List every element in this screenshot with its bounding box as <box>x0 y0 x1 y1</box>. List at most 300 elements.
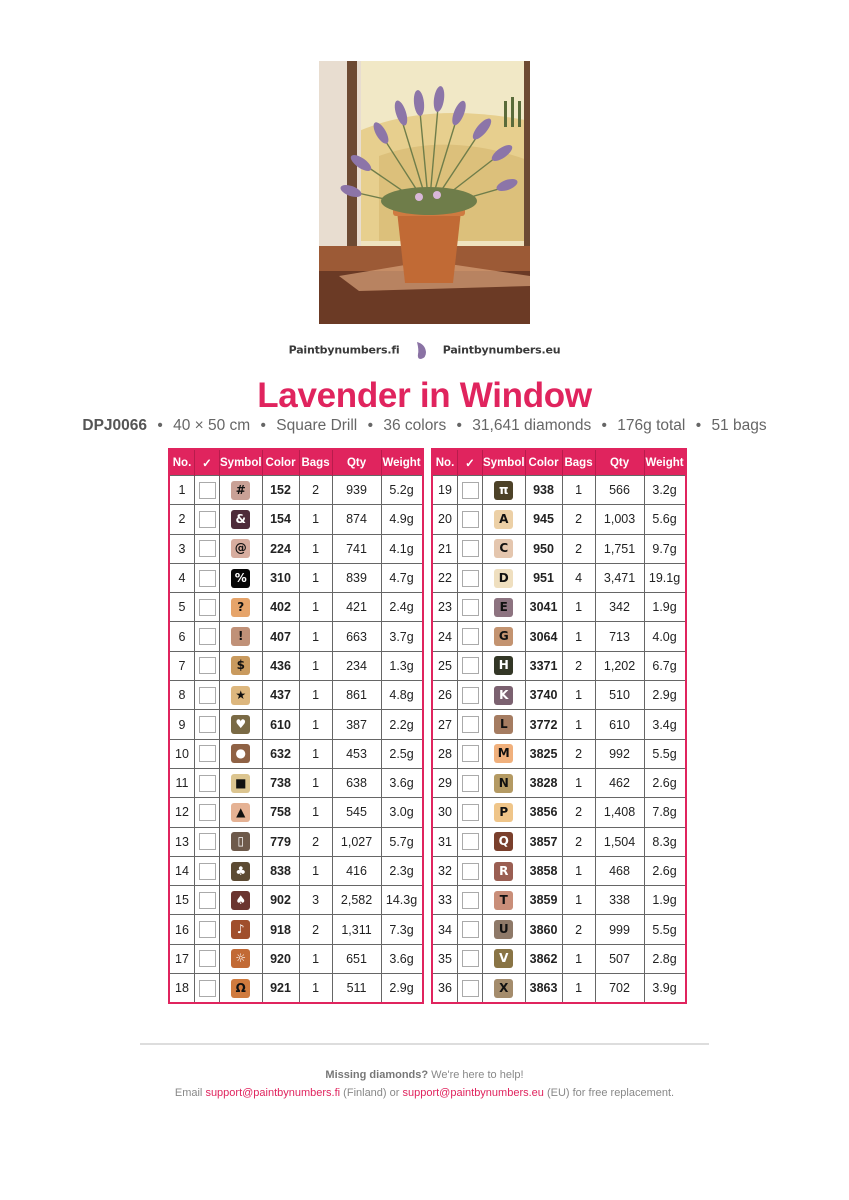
row-number: 8 <box>169 681 195 710</box>
done-checkbox[interactable] <box>462 540 479 557</box>
bag-count: 1 <box>562 622 595 651</box>
row-number: 24 <box>432 622 458 651</box>
dmc-color-code: 3860 <box>525 915 562 944</box>
weight: 3.6g <box>381 768 423 797</box>
symbol-cell <box>483 651 526 680</box>
weight: 2.6g <box>644 768 686 797</box>
bag-count: 2 <box>562 534 595 563</box>
diamond-qty: 462 <box>595 768 644 797</box>
symbol-cell <box>483 622 526 651</box>
weight: 2.6g <box>644 856 686 885</box>
row-checkbox-cell <box>458 710 483 739</box>
symbol-cell <box>483 534 526 563</box>
row-checkbox-cell <box>195 622 220 651</box>
row-checkbox-cell <box>195 476 220 505</box>
row-number: 33 <box>432 886 458 915</box>
done-checkbox[interactable] <box>199 482 216 499</box>
row-number: 26 <box>432 681 458 710</box>
color-swatch-symbol: A <box>494 510 513 529</box>
row-number: 28 <box>432 739 458 768</box>
table-row <box>432 710 686 739</box>
row-checkbox-cell <box>458 476 483 505</box>
color-swatch-symbol: ! <box>231 627 250 646</box>
bag-count: 1 <box>299 856 332 885</box>
row-number: 4 <box>169 563 195 592</box>
color-swatch-symbol: % <box>231 569 250 588</box>
done-checkbox[interactable] <box>199 716 216 733</box>
bag-count: 1 <box>299 974 332 1004</box>
weight: 5.7g <box>381 827 423 856</box>
dmc-color-code: 921 <box>262 974 299 1004</box>
table-row <box>169 710 423 739</box>
symbol-cell <box>220 681 263 710</box>
product-code: DPJ0066 <box>82 417 148 434</box>
table-row <box>169 739 423 768</box>
symbol-cell <box>483 974 526 1004</box>
color-swatch-symbol: ? <box>231 598 250 617</box>
support-heading: Missing diamonds? We're here to help! <box>325 1069 524 1081</box>
done-checkbox[interactable] <box>199 628 216 645</box>
bag-count: 2 <box>562 651 595 680</box>
row-number: 10 <box>169 739 195 768</box>
done-checkbox[interactable] <box>199 892 216 909</box>
bag-count: 2 <box>562 798 595 827</box>
diamond-qty: 638 <box>332 768 381 797</box>
row-number: 11 <box>169 768 195 797</box>
table-row <box>169 593 423 622</box>
done-checkbox[interactable] <box>462 833 479 850</box>
weight: 4.9g <box>381 505 423 534</box>
table-row <box>432 593 686 622</box>
header-no: No. <box>169 449 195 476</box>
symbol-cell <box>483 827 526 856</box>
color-swatch-symbol: E <box>494 598 513 617</box>
done-checkbox[interactable] <box>462 921 479 938</box>
weight: 2.9g <box>644 681 686 710</box>
diamond-qty: 338 <box>595 886 644 915</box>
row-checkbox-cell <box>195 856 220 885</box>
color-swatch-symbol: D <box>494 569 513 588</box>
color-swatch-symbol: @ <box>231 539 250 558</box>
row-checkbox-cell <box>458 886 483 915</box>
diamond-qty: 610 <box>595 710 644 739</box>
diamond-qty: 741 <box>332 534 381 563</box>
dmc-color-code: 3859 <box>525 886 562 915</box>
footer-divider <box>140 1043 709 1045</box>
symbol-cell <box>483 476 526 505</box>
row-checkbox-cell <box>195 944 220 973</box>
row-number: 21 <box>432 534 458 563</box>
symbol-cell <box>220 944 263 973</box>
diamond-qty: 416 <box>332 856 381 885</box>
dmc-color-code: 402 <box>262 593 299 622</box>
row-checkbox-cell <box>195 768 220 797</box>
bag-count: 1 <box>562 944 595 973</box>
diamond-qty: 663 <box>332 622 381 651</box>
dmc-color-code: 3858 <box>525 856 562 885</box>
color-swatch-symbol: C <box>494 539 513 558</box>
brush-logo-icon <box>413 340 429 360</box>
table-row <box>432 974 686 1004</box>
diamond-qty: 999 <box>595 915 644 944</box>
row-number: 13 <box>169 827 195 856</box>
diamond-qty: 1,003 <box>595 505 644 534</box>
brand-eu: Paintbynumbers.eu <box>442 343 561 357</box>
bag-count: 1 <box>299 710 332 739</box>
row-number: 6 <box>169 622 195 651</box>
diamond-qty: 453 <box>332 739 381 768</box>
row-number: 32 <box>432 856 458 885</box>
done-checkbox[interactable] <box>199 599 216 616</box>
color-swatch-symbol: ♣ <box>231 862 250 881</box>
dmc-color-code: 3371 <box>525 651 562 680</box>
done-checkbox[interactable] <box>199 745 216 762</box>
done-checkbox[interactable] <box>462 570 479 587</box>
table-row <box>432 563 686 592</box>
header-weight: Weight <box>381 449 423 476</box>
diamond-qty: 1,504 <box>595 827 644 856</box>
done-checkbox[interactable] <box>199 570 216 587</box>
symbol-cell <box>220 563 263 592</box>
diamond-qty: 566 <box>595 476 644 505</box>
symbol-cell <box>483 681 526 710</box>
row-number: 1 <box>169 476 195 505</box>
header-qty: Qty <box>595 449 644 476</box>
row-number: 16 <box>169 915 195 944</box>
diamond-qty: 1,202 <box>595 651 644 680</box>
diamond-qty: 421 <box>332 593 381 622</box>
support-email-eu-link[interactable]: support@paintbynumbers.eu <box>402 1087 544 1099</box>
color-swatch-symbol: ♥ <box>231 715 250 734</box>
table-header-row <box>169 449 423 476</box>
table-row <box>432 856 686 885</box>
table-row <box>169 827 423 856</box>
product-meta: DPJ0066 • 40 × 50 cm • Square Drill • 36 colors • 31,641 diamonds • 176g total • 51 bags <box>82 417 767 434</box>
header-qty: Qty <box>332 449 381 476</box>
bag-count: 1 <box>562 886 595 915</box>
dmc-color-code: 3772 <box>525 710 562 739</box>
header-check: ✓ <box>195 449 220 476</box>
bag-count: 1 <box>299 593 332 622</box>
symbol-cell <box>220 505 263 534</box>
row-checkbox-cell <box>195 915 220 944</box>
brand-fi: Paintbynumbers.fi <box>288 343 400 357</box>
symbol-cell <box>220 827 263 856</box>
table-row <box>432 681 686 710</box>
done-checkbox[interactable] <box>462 950 479 967</box>
table-row <box>169 768 423 797</box>
dmc-color-code: 154 <box>262 505 299 534</box>
diamond-qty: 468 <box>595 856 644 885</box>
done-checkbox[interactable] <box>199 540 216 557</box>
done-checkbox[interactable] <box>199 863 216 880</box>
color-swatch-symbol: P <box>494 803 513 822</box>
weight: 2.4g <box>381 593 423 622</box>
table-row <box>169 944 423 973</box>
done-checkbox[interactable] <box>462 687 479 704</box>
row-number: 22 <box>432 563 458 592</box>
dmc-color-code: 3863 <box>525 974 562 1004</box>
row-checkbox-cell <box>195 886 220 915</box>
weight: 4.7g <box>381 563 423 592</box>
diamond-qty: 3,471 <box>595 563 644 592</box>
header-symbol: Symbol <box>220 449 263 476</box>
done-checkbox[interactable] <box>199 511 216 528</box>
done-checkbox[interactable] <box>199 833 216 850</box>
row-checkbox-cell <box>458 593 483 622</box>
row-number: 3 <box>169 534 195 563</box>
done-checkbox[interactable] <box>199 687 216 704</box>
row-number: 5 <box>169 593 195 622</box>
diamond-qty: 511 <box>332 974 381 1004</box>
dmc-color-code: 3064 <box>525 622 562 651</box>
bag-count: 1 <box>299 739 332 768</box>
row-number: 17 <box>169 944 195 973</box>
table-row <box>432 768 686 797</box>
bag-count: 1 <box>299 563 332 592</box>
weight: 5.6g <box>644 505 686 534</box>
diamond-qty: 702 <box>595 974 644 1004</box>
done-checkbox[interactable] <box>199 921 216 938</box>
symbol-cell <box>220 622 263 651</box>
row-checkbox-cell <box>458 651 483 680</box>
bag-count: 1 <box>299 505 332 534</box>
dmc-color-code: 152 <box>262 476 299 505</box>
bag-count: 1 <box>299 651 332 680</box>
weight: 5.2g <box>381 476 423 505</box>
weight: 3.2g <box>644 476 686 505</box>
done-checkbox[interactable] <box>462 775 479 792</box>
dmc-color-code: 950 <box>525 534 562 563</box>
weight: 2.3g <box>381 856 423 885</box>
dmc-color-code: 224 <box>262 534 299 563</box>
total-weight: 176g total <box>617 417 686 434</box>
table-row <box>432 505 686 534</box>
support-email-fi-link[interactable]: support@paintbynumbers.fi <box>205 1087 341 1099</box>
row-checkbox-cell <box>458 768 483 797</box>
dmc-color-code: 310 <box>262 563 299 592</box>
row-checkbox-cell <box>458 681 483 710</box>
symbol-cell <box>483 710 526 739</box>
row-number: 20 <box>432 505 458 534</box>
color-swatch-symbol: R <box>494 862 513 881</box>
color-swatch-symbol: U <box>494 920 513 939</box>
symbol-cell <box>220 739 263 768</box>
row-checkbox-cell <box>195 651 220 680</box>
dmc-color-code: 945 <box>525 505 562 534</box>
table-row <box>169 505 423 534</box>
table-row <box>432 915 686 944</box>
header-bags: Bags <box>299 449 332 476</box>
weight: 19.1g <box>644 563 686 592</box>
header-check: ✓ <box>458 449 483 476</box>
row-checkbox-cell <box>195 710 220 739</box>
diamond-qty: 1,027 <box>332 827 381 856</box>
color-swatch-symbol: & <box>231 510 250 529</box>
color-swatch-symbol: M <box>494 744 513 763</box>
bag-count: 4 <box>562 563 595 592</box>
done-checkbox[interactable] <box>462 892 479 909</box>
bag-count: 1 <box>562 710 595 739</box>
bag-count: 2 <box>562 915 595 944</box>
diamond-qty: 839 <box>332 563 381 592</box>
table-row <box>432 476 686 505</box>
color-swatch-symbol: X <box>494 979 513 998</box>
table-row <box>432 886 686 915</box>
table-row <box>432 534 686 563</box>
symbol-cell <box>483 768 526 797</box>
bag-count: 1 <box>299 534 332 563</box>
weight: 3.4g <box>644 710 686 739</box>
done-checkbox[interactable] <box>462 804 479 821</box>
dmc-color-code: 758 <box>262 798 299 827</box>
color-swatch-symbol: ● <box>231 744 250 763</box>
table-header-row <box>432 449 686 476</box>
done-checkbox[interactable] <box>462 511 479 528</box>
color-swatch-symbol: L <box>494 715 513 734</box>
weight: 5.5g <box>644 739 686 768</box>
weight: 1.3g <box>381 651 423 680</box>
header-color: Color <box>262 449 299 476</box>
done-checkbox[interactable] <box>462 716 479 733</box>
weight: 7.8g <box>644 798 686 827</box>
table-row <box>169 856 423 885</box>
done-checkbox[interactable] <box>462 980 479 997</box>
row-number: 7 <box>169 651 195 680</box>
symbol-cell <box>220 710 263 739</box>
row-checkbox-cell <box>458 856 483 885</box>
weight: 3.9g <box>644 974 686 1004</box>
bag-count: 2 <box>562 827 595 856</box>
bag-count: 2 <box>299 827 332 856</box>
done-checkbox[interactable] <box>462 745 479 762</box>
row-checkbox-cell <box>458 739 483 768</box>
table-row <box>169 974 423 1004</box>
symbol-cell <box>220 915 263 944</box>
table-row <box>432 798 686 827</box>
bag-count: 2 <box>562 505 595 534</box>
done-checkbox[interactable] <box>199 950 216 967</box>
symbol-cell <box>483 563 526 592</box>
header-symbol: Symbol <box>483 449 526 476</box>
bag-count: 1 <box>299 622 332 651</box>
dmc-color-code: 3041 <box>525 593 562 622</box>
dmc-color-code: 3740 <box>525 681 562 710</box>
dmc-color-code: 3856 <box>525 798 562 827</box>
table-row <box>169 915 423 944</box>
row-number: 30 <box>432 798 458 827</box>
diamond-qty: 342 <box>595 593 644 622</box>
dmc-color-code: 632 <box>262 739 299 768</box>
support-contact: Email support@paintbynumbers.fi (Finland) or support@paintbynumbers.eu (EU) for free replacement. <box>174 1087 675 1099</box>
bag-count: 1 <box>299 681 332 710</box>
weight: 4.1g <box>381 534 423 563</box>
bag-count: 1 <box>562 768 595 797</box>
dmc-color-code: 738 <box>262 768 299 797</box>
page-title: Lavender in Window <box>257 376 592 415</box>
table-row <box>432 944 686 973</box>
weight: 4.0g <box>644 622 686 651</box>
bag-count: 1 <box>299 798 332 827</box>
row-number: 15 <box>169 886 195 915</box>
diamond-qty: 2,582 <box>332 886 381 915</box>
row-number: 12 <box>169 798 195 827</box>
header-bags: Bags <box>562 449 595 476</box>
table-row <box>432 827 686 856</box>
weight: 2.5g <box>381 739 423 768</box>
bag-count: 1 <box>562 681 595 710</box>
diamond-qty: 992 <box>595 739 644 768</box>
diamond-qty: 1,311 <box>332 915 381 944</box>
weight: 8.3g <box>644 827 686 856</box>
row-checkbox-cell <box>195 739 220 768</box>
bag-count: 2 <box>562 739 595 768</box>
dmc-color-code: 407 <box>262 622 299 651</box>
row-checkbox-cell <box>458 944 483 973</box>
done-checkbox[interactable] <box>462 657 479 674</box>
row-number: 9 <box>169 710 195 739</box>
done-checkbox[interactable] <box>199 657 216 674</box>
diamond-count: 31,641 diamonds <box>472 417 592 434</box>
diamond-qty: 651 <box>332 944 381 973</box>
done-checkbox[interactable] <box>199 980 216 997</box>
color-swatch-symbol: H <box>494 656 513 675</box>
done-checkbox[interactable] <box>199 775 216 792</box>
table-row <box>169 534 423 563</box>
weight: 9.7g <box>644 534 686 563</box>
weight: 2.2g <box>381 710 423 739</box>
row-checkbox-cell <box>195 827 220 856</box>
symbol-cell <box>483 798 526 827</box>
row-number: 31 <box>432 827 458 856</box>
row-number: 29 <box>432 768 458 797</box>
row-number: 2 <box>169 505 195 534</box>
color-swatch-symbol: ▯ <box>231 832 250 851</box>
color-swatch-symbol: ▲ <box>231 803 250 822</box>
done-checkbox[interactable] <box>462 863 479 880</box>
symbol-cell <box>220 534 263 563</box>
dmc-color-code: 838 <box>262 856 299 885</box>
cover-image <box>319 61 530 324</box>
dmc-color-code: 3862 <box>525 944 562 973</box>
symbol-cell <box>220 476 263 505</box>
weight: 14.3g <box>381 886 423 915</box>
symbol-cell <box>483 856 526 885</box>
done-checkbox[interactable] <box>462 599 479 616</box>
color-swatch-symbol: N <box>494 774 513 793</box>
dmc-color-code: 938 <box>525 476 562 505</box>
table-row <box>169 651 423 680</box>
symbol-cell <box>220 974 263 1004</box>
weight: 3.0g <box>381 798 423 827</box>
weight: 2.8g <box>644 944 686 973</box>
done-checkbox[interactable] <box>462 482 479 499</box>
dmc-color-code: 779 <box>262 827 299 856</box>
done-checkbox[interactable] <box>199 804 216 821</box>
symbol-cell <box>220 856 263 885</box>
bag-count: 1 <box>562 856 595 885</box>
weight: 1.9g <box>644 593 686 622</box>
color-legend-table-right <box>431 448 687 1004</box>
dmc-color-code: 951 <box>525 563 562 592</box>
done-checkbox[interactable] <box>462 628 479 645</box>
symbol-cell <box>483 886 526 915</box>
header-color: Color <box>525 449 562 476</box>
canvas-size: 40 × 50 cm <box>173 417 251 434</box>
dmc-color-code: 3825 <box>525 739 562 768</box>
row-checkbox-cell <box>458 505 483 534</box>
color-swatch-symbol: Q <box>494 832 513 851</box>
